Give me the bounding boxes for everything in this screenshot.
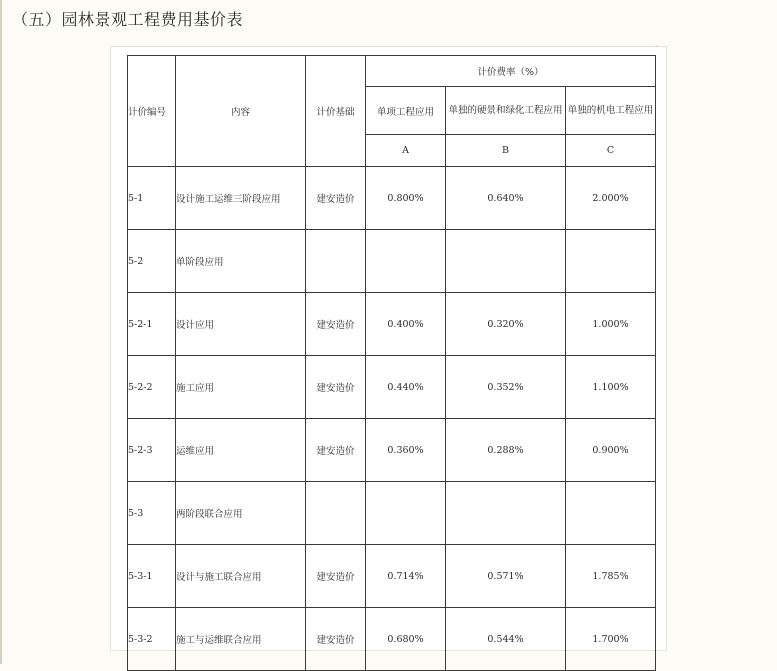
row-rate-b [446,230,566,293]
row-rate-b: 0.352% [446,356,566,419]
row-rate-b: 0.320% [446,293,566,356]
row-rate-c: 1.100% [566,356,656,419]
row-rate-b [446,482,566,545]
table-row [128,419,656,482]
row-rate-c: 1.785% [566,545,656,608]
header-col-b: 单独的硬景和绿化工程应用 [446,87,566,135]
header-col-c: 单独的机电工程应用 [566,87,656,135]
table-row [128,356,656,419]
row-rate-b: 0.640% [446,167,566,230]
row-code: 5-2-1 [128,293,176,356]
table-row [128,545,656,608]
header-letter-b: B [446,135,566,167]
row-code: 5-3-1 [128,545,176,608]
row-base: 建安造价 [306,545,366,608]
row-rate-c: 2.000% [566,167,656,230]
row-rate-c [566,230,656,293]
page-left-border [0,0,2,664]
table-row [128,293,656,356]
row-rate-c: 1.000% [566,293,656,356]
row-rate-b: 0.571% [446,545,566,608]
table-row [128,230,656,293]
row-rate-a: 0.714% [366,545,446,608]
row-content: 设计应用 [176,293,306,356]
row-code: 5-3-2 [128,608,176,671]
row-rate-b: 0.544% [446,608,566,671]
header-code: 计价编号 [128,56,176,167]
row-content: 设计与施工联合应用 [176,545,306,608]
row-content: 单阶段应用 [176,230,306,293]
table-row [128,608,656,671]
row-rate-c: 0.900% [566,419,656,482]
row-base: 建安造价 [306,419,366,482]
row-rate-a [366,230,446,293]
row-base: 建安造价 [306,293,366,356]
row-rate-a: 0.800% [366,167,446,230]
row-code: 5-3 [128,482,176,545]
row-rate-c [566,482,656,545]
row-rate-b: 0.288% [446,419,566,482]
row-base: 建安造价 [306,167,366,230]
row-rate-a: 0.400% [366,293,446,356]
header-letter-a: A [366,135,446,167]
row-code: 5-2 [128,230,176,293]
row-content: 设计施工运维三阶段应用 [176,167,306,230]
row-rate-a: 0.440% [366,356,446,419]
header-rate-group: 计价费率（%） [366,56,656,87]
table-row [128,167,656,230]
frame-corner-mark: · [655,42,658,51]
fee-rate-table [127,55,656,671]
row-base: 建安造价 [306,356,366,419]
header-content: 内容 [176,56,306,167]
row-rate-a [366,482,446,545]
row-base [306,482,366,545]
header-row-1 [128,56,656,87]
header-col-a: 单项工程应用 [366,87,446,135]
row-rate-a: 0.360% [366,419,446,482]
row-code: 5-1 [128,167,176,230]
header-base: 计价基础 [306,56,366,167]
row-base: 建安造价 [306,608,366,671]
row-base [306,230,366,293]
header-letter-c: C [566,135,656,167]
row-code: 5-2-3 [128,419,176,482]
row-content: 施工与运维联合应用 [176,608,306,671]
row-rate-a: 0.680% [366,608,446,671]
row-code: 5-2-2 [128,356,176,419]
row-content: 运维应用 [176,419,306,482]
row-rate-c: 1.700% [566,608,656,671]
row-content: 施工应用 [176,356,306,419]
table-row [128,482,656,545]
row-content: 两阶段联合应用 [176,482,306,545]
page-title: （五）园林景观工程费用基价表 [12,10,244,29]
